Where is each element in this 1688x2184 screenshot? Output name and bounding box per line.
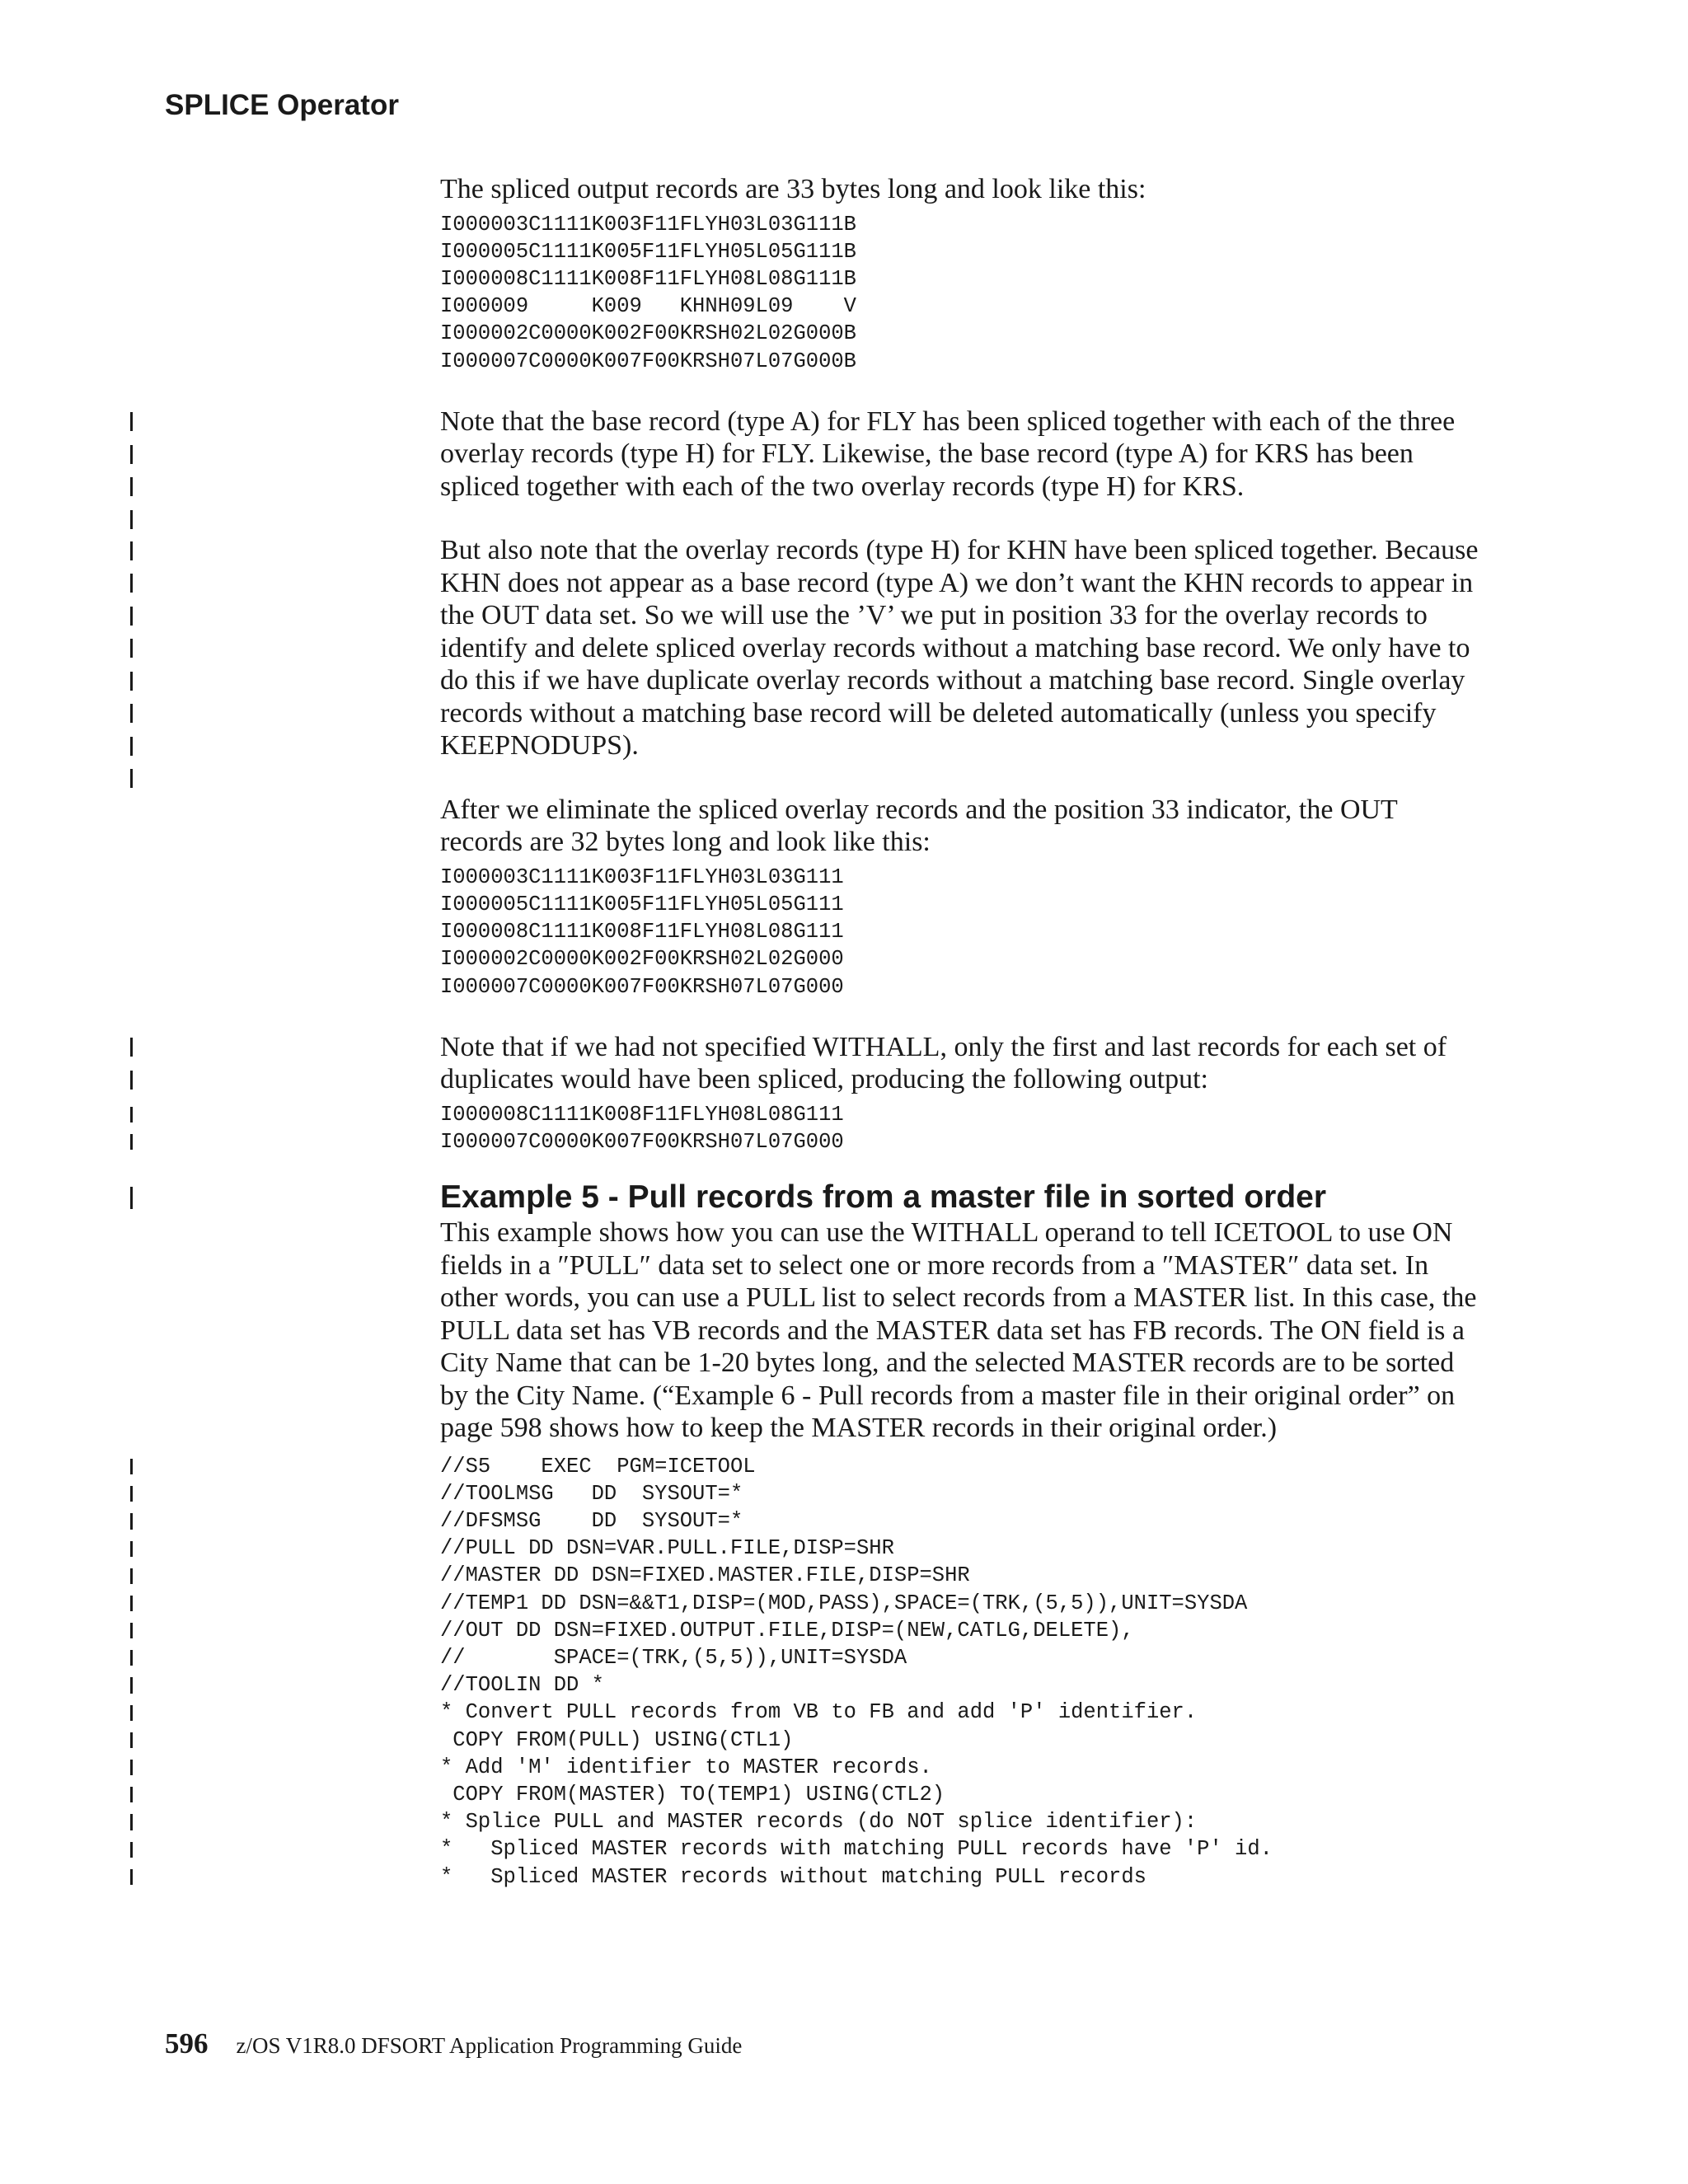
- eliminate-paragraph-block: [440, 794, 1479, 859]
- intro-paragraph-block: [440, 173, 1479, 206]
- page-footer: [165, 2027, 742, 2060]
- code-block-out-records: [440, 864, 1479, 1001]
- code-block-spliced-output: [440, 211, 1479, 375]
- running-header: SPLICE Operator: [165, 89, 399, 121]
- page-number: 596: [165, 2027, 209, 2060]
- example-heading-block: [440, 1179, 1479, 1216]
- code-block-withall-output: [440, 1101, 1479, 1155]
- revision-bars: [130, 534, 138, 794]
- note-withall-block: [440, 1031, 1479, 1096]
- note-withall-paragraph: Note that if we had not specified WITHALL, only the first and last records for each set of duplicates would have been spliced, producing the following output:: [440, 1031, 1447, 1095]
- code-jcl-example: //S5 EXEC PGM=ICETOOL //TOOLMSG DD SYSOUT=* //DFSMSG DD SYSOUT=* //PULL DD DSN=VAR.PULL.FILE,DISP=SHR //MASTER DD DSN=FIXED.MASTER.FILE,DISP=SHR //TEMP1 DD DSN=&&T1,DISP=(MOD,PASS),SPACE=(TRK,(5,5)),UNIT=SYSDA //OUT DD DSN=FIXED.OUTPUT.FILE,DISP=(NEW,CATLG,DELETE), // SPACE=(TRK,(5,5)),UNIT=SYSDA //TOOLIN DD * * Convert PULL records from VB to FB and add 'P' identifier. COPY FROM(PULL) USING(CTL1) * Add 'M' identifier to MASTER records. COPY FROM(MASTER) TO(TEMP1) USING(CTL2) * Splice PULL and MASTER records (do NOT splice identifier): * Spliced MASTER records with matching PULL records have 'P' id. * Spliced MASTER records without matching PULL records: [440, 1454, 1273, 1889]
- revision-bars: [130, 1179, 138, 1216]
- example-description-block: [440, 1216, 1479, 1445]
- revision-bars: [130, 1101, 138, 1155]
- page-body: [440, 173, 1479, 1891]
- code-spliced-output: I000003C1111K003F11FLYH03L03G111B I000005C1111K005F11FLYH05L05G111B I000008C1111K008F11FLYH08L08G111B I000009 K009 KHNH09L09 V I000002C0000K002F00KRSH02L02G000B I000007C0000K007F00KRSH07L07G000B: [440, 212, 856, 373]
- revision-bars: [130, 1031, 138, 1096]
- book-title: z/OS V1R8.0 DFSORT Application Programming Guide: [236, 2033, 743, 2058]
- note-khn-paragraph: But also note that the overlay records (type H) for KHN have been spliced together. Because KHN does not appear as a base record (type A) we don’t want the KHN records to appear in the OUT data set. So we will use the ’V’ we put in position 33 for the overlay records to identify and delete spliced overlay records without a matching base record. We only have to do this if we have duplicate overlay records without a matching base record. Single overlay records without a matching base record will be deleted automatically (unless you specify KEEPNODUPS).: [440, 535, 1479, 762]
- example-description-paragraph: This example shows how you can use the WITHALL operand to tell ICETOOL to use ON fields in a ″PULL″ data set to select one or more records from a ″MASTER″ data set. In other words, you can use a PULL list to select records from a MASTER list. In this case, the PULL data set has VB records and the MASTER data set has FB records. The ON field is a City Name that can be 1-20 bytes long, and the selected MASTER records are to be sorted by the City Name. (“Example 6 - Pull records from a master file in their original order” on page 598 shows how to keep the MASTER records in their original order.): [440, 1217, 1477, 1444]
- note-fly-krs-paragraph: Note that the base record (type A) for FLY has been spliced together with each of the three overlay records (type H) for FLY. Likewise, the base record (type A) for KRS has been spliced together with each of the two overlay records (type H) for KRS.: [440, 405, 1456, 502]
- eliminate-paragraph: After we eliminate the spliced overlay records and the position 33 indicator, the OUT records are 32 bytes long and look like this:: [440, 794, 1398, 858]
- code-block-jcl: [440, 1453, 1479, 1891]
- code-out-records: I000003C1111K003F11FLYH03L03G111 I000005C1111K005F11FLYH05L05G111 I000008C1111K008F11FLYH08L08G111 I000002C0000K002F00KRSH02L02G000 I000007C0000K007F00KRSH07L07G000: [440, 865, 844, 999]
- code-withall-output: I000008C1111K008F11FLYH08L08G111 I000007C0000K007F00KRSH07L07G000: [440, 1102, 844, 1154]
- revision-bars: [130, 405, 138, 536]
- revision-bars: [130, 1453, 138, 1891]
- section-heading: Example 5 - Pull records from a master file in sorted order: [440, 1179, 1327, 1216]
- note-fly-krs-block: [440, 405, 1479, 504]
- intro-paragraph: The spliced output records are 33 bytes long and look like this:: [440, 174, 1146, 204]
- note-khn-block: [440, 534, 1479, 762]
